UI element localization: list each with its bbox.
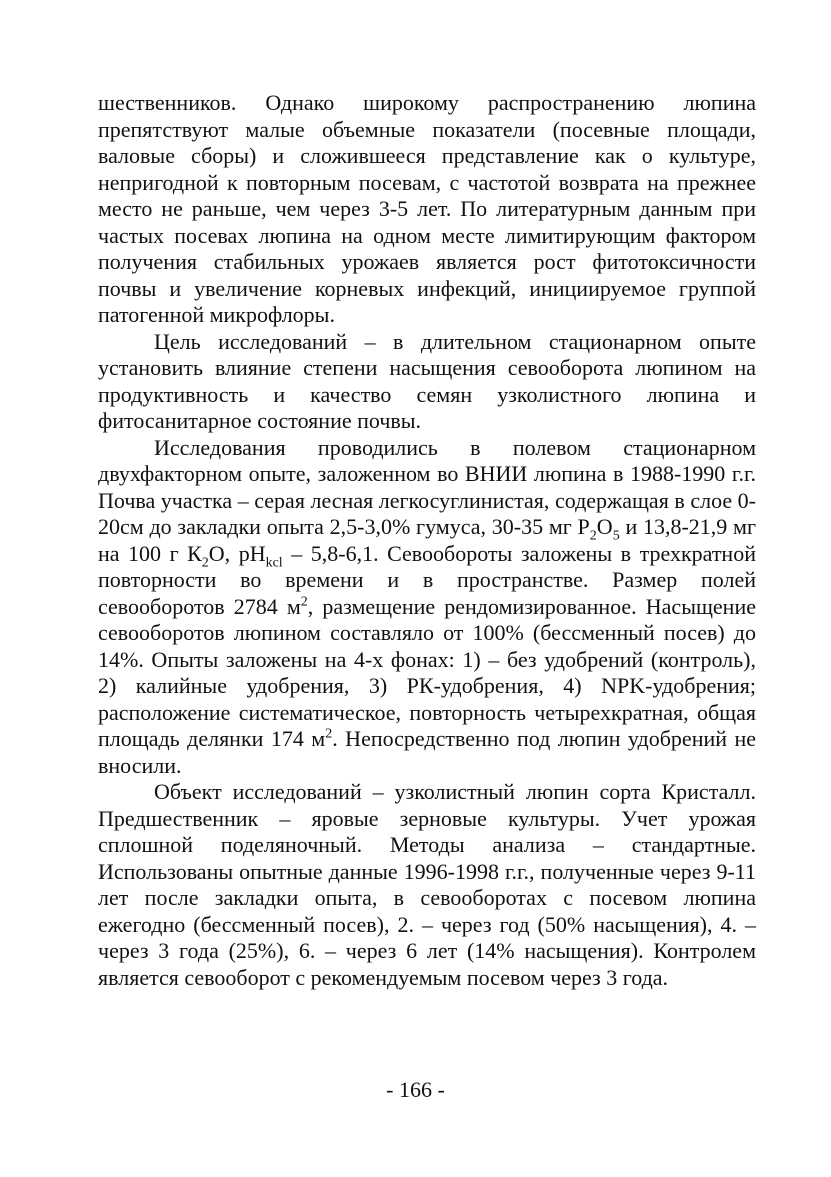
paragraph-4 bbox=[98, 779, 756, 991]
document-body bbox=[98, 90, 756, 991]
paragraph-text: Цель исследований – в длительном стационарном опыте установить влияние степени насыщения севооборота люпином на продуктивность и качество семян узколистного люпина и фитосанитарное состояние почвы. bbox=[98, 328, 756, 433]
paragraph-text: О, рН bbox=[208, 540, 266, 566]
paragraph-text: и 13,8-21,9 мг на 100 г К bbox=[98, 514, 756, 566]
subscript: 2 bbox=[589, 528, 597, 544]
paragraph-2 bbox=[98, 329, 756, 435]
paragraph-text: шественников. Однако широкому распространению люпина препятствуют малые объемные показатели (посевные площади, валовые сборы) и сложившееся представление как о культуре, непригодной к повторным посевам, с частотой возврата на прежнее место не раньше, чем через 3-5 лет. По литературным данным при частых посевах люпина на одном месте лимитирующим фактором получения стабильных урожаев является рост фитотоксичности почвы и увеличение корневых инфекций, инициируемое группой патогенной микрофлоры. bbox=[98, 90, 756, 327]
paragraph-text: , размещение рендомизированное. Насыщение севооборотов люпином составляло от 100% (бессменный посев) до 14%. Опыты заложены на 4-х фонах: 1) – без удобрений (контроль), 2) калийные удобрения, 3) РК-удобрения, 4) NPK-удобрения; расположение систематическое, повторность четырехкратная, общая площадь делянки 174 м bbox=[98, 593, 756, 751]
paragraph-text: . Непосредственно под люпин удобрений не вносили. bbox=[98, 726, 756, 778]
subscript: kcl bbox=[265, 554, 283, 570]
page-number: - 166 - bbox=[386, 1077, 445, 1102]
paragraph-text: – 5,8-6,1. Севообороты заложены в трехкратной повторности во времени и в пространстве. Размер полей севооборотов 2784 м bbox=[98, 540, 756, 619]
subscript: 2 bbox=[201, 554, 209, 570]
paragraph-3 bbox=[98, 435, 756, 780]
subscript: 5 bbox=[612, 528, 620, 544]
paragraph-text: Объект исследований – узколистный люпин сорта Кристалл. Предшественник – яровые зерновые культуры. Учет урожая сплошной поделяночный. Методы анализа – стандартные. Использованы опытные данные 1996-1998 г.г., полученные через 9-11 лет после закладки опыта, в севооборотах с посевом люпина ежегодно (бессменный посев), 2. – через год (50% насыщения), 4. – через 3 года (25%), 6. – через 6 лет (14% насыщения). Контролем является севооборот с рекомендуемым посевом через 3 года. bbox=[98, 779, 756, 990]
superscript: 2 bbox=[325, 726, 333, 742]
paragraph-text: Исследования проводились в полевом стационарном двухфакторном опыте, заложенном во ВНИИ люпина в 1988-1990 г.г. Почва участка – серая лесная легкосуглинистая, содержащая в слое 0-20см до закладки опыта 2,5-3,0% гумуса, 30-35 мг Р bbox=[98, 434, 756, 539]
superscript: 2 bbox=[300, 594, 308, 610]
paragraph-1 bbox=[98, 90, 756, 329]
paragraph-text: О bbox=[596, 514, 613, 539]
